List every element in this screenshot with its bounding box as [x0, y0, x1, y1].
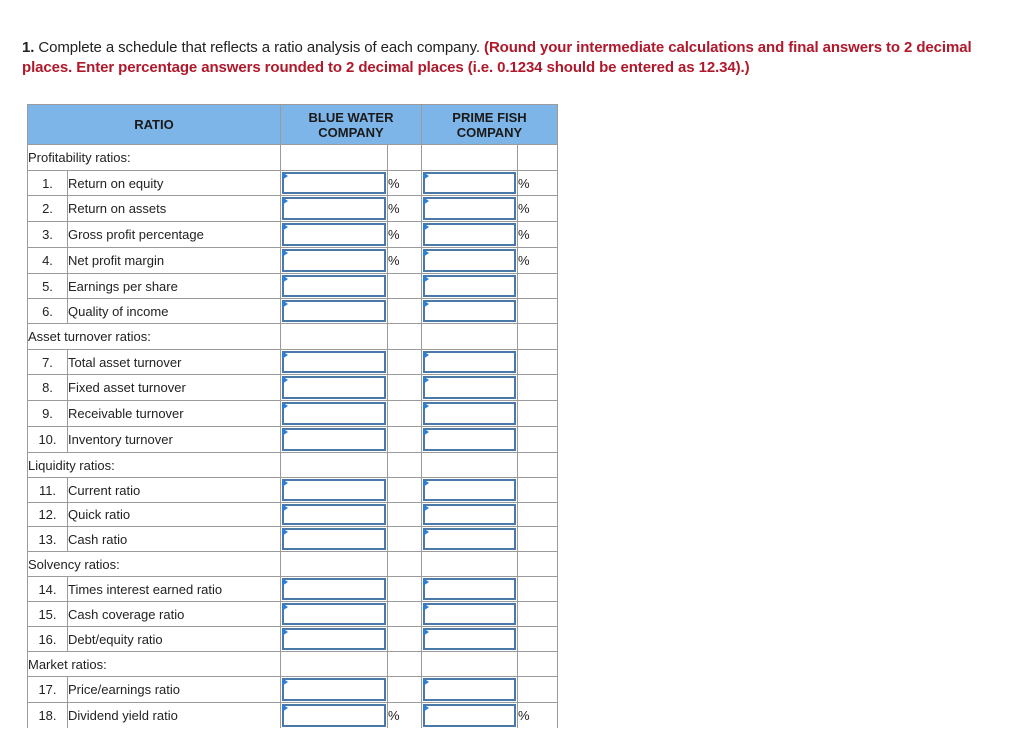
question-number: 1. [22, 39, 35, 56]
percent-unit [388, 401, 422, 427]
percent-unit: % [388, 171, 422, 196]
percent-unit [388, 274, 422, 299]
percent-unit [388, 427, 422, 453]
answer-cell [422, 222, 518, 248]
empty-cell [281, 145, 388, 171]
answer-box [282, 428, 386, 451]
prime-fish-answer-input[interactable] [425, 277, 514, 295]
percent-unit: % [518, 222, 558, 248]
answer-cell [422, 503, 518, 527]
empty-cell [518, 453, 558, 478]
ratio-label: Cash ratio [68, 527, 281, 552]
answer-box [282, 704, 386, 727]
blue-water-answer-input[interactable] [284, 506, 384, 523]
prime-fish-answer-input[interactable] [425, 404, 514, 423]
percent-unit [388, 478, 422, 503]
blue-water-answer-input[interactable] [284, 530, 384, 548]
ratio-label: Price/earnings ratio [68, 677, 281, 703]
answer-cell [281, 274, 388, 299]
answer-cell [281, 299, 388, 324]
answer-box [423, 504, 516, 525]
empty-cell [422, 652, 518, 677]
answer-cell [281, 171, 388, 196]
answer-box [282, 528, 386, 550]
percent-unit [518, 427, 558, 453]
row-number: 13. [28, 527, 68, 552]
blue-water-answer-input[interactable] [284, 174, 384, 192]
answer-box [423, 275, 516, 297]
percent-unit [518, 577, 558, 602]
answer-cell [422, 375, 518, 401]
table-row [28, 527, 558, 552]
prime-fish-answer-input[interactable] [425, 378, 514, 397]
blue-water-answer-input[interactable] [284, 353, 384, 371]
answer-box [282, 402, 386, 425]
percent-unit [388, 577, 422, 602]
section-row [28, 324, 558, 350]
blue-water-answer-input[interactable] [284, 378, 384, 397]
answer-cell [422, 577, 518, 602]
ratio-label: Fixed asset turnover [68, 375, 281, 401]
percent-unit [518, 375, 558, 401]
prime-fish-answer-input[interactable] [425, 580, 514, 598]
empty-cell [422, 552, 518, 577]
percent-unit [388, 350, 422, 375]
prime-fish-answer-input[interactable] [425, 251, 514, 270]
table-row [28, 427, 558, 453]
row-number: 6. [28, 299, 68, 324]
table-row [28, 171, 558, 196]
prime-fish-answer-input[interactable] [425, 225, 514, 244]
answer-cell [422, 677, 518, 703]
section-row [28, 652, 558, 677]
ratio-label: Quick ratio [68, 503, 281, 527]
row-number: 1. [28, 171, 68, 196]
row-number: 16. [28, 627, 68, 652]
table-row [28, 196, 558, 222]
row-number: 11. [28, 478, 68, 503]
answer-box [423, 678, 516, 701]
section-label: Solvency ratios: [28, 552, 281, 577]
table-row [28, 375, 558, 401]
answer-cell [281, 196, 388, 222]
prime-fish-answer-input[interactable] [425, 430, 514, 449]
row-number: 14. [28, 577, 68, 602]
answer-box [423, 249, 516, 272]
answer-box [282, 275, 386, 297]
blue-water-answer-input[interactable] [284, 430, 384, 449]
table-row [28, 248, 558, 274]
answer-cell [422, 427, 518, 453]
section-row [28, 552, 558, 577]
answer-cell [422, 478, 518, 503]
percent-unit [518, 527, 558, 552]
ratio-table-body [28, 145, 558, 728]
answer-box [282, 376, 386, 399]
answer-box [423, 402, 516, 425]
answer-cell [281, 703, 388, 728]
prime-fish-answer-input[interactable] [425, 630, 514, 648]
prime-fish-answer-input[interactable] [425, 302, 514, 320]
row-number: 10. [28, 427, 68, 453]
percent-unit: % [518, 248, 558, 274]
section-label: Profitability ratios: [28, 145, 281, 171]
row-number: 5. [28, 274, 68, 299]
table-row [28, 222, 558, 248]
answer-box [282, 300, 386, 322]
answer-box [423, 197, 516, 220]
answer-box [423, 704, 516, 727]
table-row [28, 299, 558, 324]
answer-cell [281, 627, 388, 652]
prime-fish-answer-input[interactable] [425, 530, 514, 548]
row-number: 3. [28, 222, 68, 248]
header-company-b: PRIME FISH COMPANY [422, 105, 558, 145]
answer-cell [281, 478, 388, 503]
percent-unit [518, 401, 558, 427]
empty-cell [422, 324, 518, 350]
prime-fish-answer-input[interactable] [425, 353, 514, 371]
row-number: 8. [28, 375, 68, 401]
table-row [28, 401, 558, 427]
blue-water-answer-input[interactable] [284, 277, 384, 295]
header-company-a: BLUE WATER COMPANY [281, 105, 422, 145]
row-number: 17. [28, 677, 68, 703]
answer-box [282, 628, 386, 650]
table-row [28, 478, 558, 503]
blue-water-answer-input[interactable] [284, 481, 384, 499]
answer-cell [422, 602, 518, 627]
percent-unit: % [518, 171, 558, 196]
question-instructions [22, 38, 1018, 78]
answer-cell [422, 171, 518, 196]
answer-box [423, 628, 516, 650]
ratio-analysis-table [27, 104, 558, 728]
answer-box [282, 603, 386, 625]
answer-box [282, 172, 386, 194]
answer-box [423, 428, 516, 451]
percent-unit [518, 350, 558, 375]
percent-unit: % [388, 248, 422, 274]
prime-fish-answer-input[interactable] [425, 174, 514, 192]
row-number: 18. [28, 703, 68, 728]
answer-cell [281, 350, 388, 375]
table-row [28, 703, 558, 728]
row-number: 9. [28, 401, 68, 427]
answer-cell [281, 248, 388, 274]
answer-box [423, 376, 516, 399]
ratio-label: Quality of income [68, 299, 281, 324]
ratio-label: Debt/equity ratio [68, 627, 281, 652]
answer-box [282, 249, 386, 272]
percent-unit [518, 274, 558, 299]
answer-cell [422, 527, 518, 552]
percent-unit [518, 503, 558, 527]
answer-box [423, 603, 516, 625]
answer-box [282, 504, 386, 525]
prime-fish-answer-input[interactable] [425, 706, 514, 725]
ratio-label: Net profit margin [68, 248, 281, 274]
answer-cell [281, 677, 388, 703]
blue-water-answer-input[interactable] [284, 680, 384, 699]
answer-box [282, 678, 386, 701]
prime-fish-answer-input[interactable] [425, 199, 514, 218]
section-row [28, 145, 558, 171]
answer-cell [281, 222, 388, 248]
percent-unit [388, 677, 422, 703]
answer-cell [422, 627, 518, 652]
blue-water-answer-input[interactable] [284, 199, 384, 218]
answer-box [282, 197, 386, 220]
blue-water-answer-input[interactable] [284, 580, 384, 598]
table-row [28, 627, 558, 652]
percent-unit [388, 375, 422, 401]
table-row [28, 677, 558, 703]
ratio-label: Total asset turnover [68, 350, 281, 375]
ratio-label: Gross profit percentage [68, 222, 281, 248]
answer-cell [281, 427, 388, 453]
answer-box [423, 223, 516, 246]
empty-cell [281, 453, 388, 478]
answer-box [423, 479, 516, 501]
section-label: Asset turnover ratios: [28, 324, 281, 350]
percent-unit [518, 627, 558, 652]
percent-unit [518, 602, 558, 627]
answer-box [282, 223, 386, 246]
prime-fish-answer-input[interactable] [425, 481, 514, 499]
ratio-label: Return on assets [68, 196, 281, 222]
answer-cell [281, 375, 388, 401]
answer-cell [422, 274, 518, 299]
percent-unit: % [388, 222, 422, 248]
answer-box [423, 351, 516, 373]
row-number: 7. [28, 350, 68, 375]
empty-cell [518, 145, 558, 171]
section-label: Liquidity ratios: [28, 453, 281, 478]
percent-unit [388, 602, 422, 627]
answer-box [282, 479, 386, 501]
blue-water-answer-input[interactable] [284, 404, 384, 423]
row-number: 4. [28, 248, 68, 274]
empty-cell [281, 324, 388, 350]
empty-cell [422, 453, 518, 478]
prime-fish-answer-input[interactable] [425, 605, 514, 623]
ratio-label: Current ratio [68, 478, 281, 503]
ratio-label: Earnings per share [68, 274, 281, 299]
question-text: Complete a schedule that reflects a ratio analysis of each company. [34, 39, 485, 56]
answer-cell [281, 527, 388, 552]
empty-cell [388, 552, 422, 577]
percent-unit: % [518, 196, 558, 222]
percent-unit [518, 677, 558, 703]
prime-fish-answer-input[interactable] [425, 680, 514, 699]
table-header-row [28, 105, 558, 145]
blue-water-answer-input[interactable] [284, 630, 384, 648]
percent-unit: % [518, 703, 558, 728]
answer-box [423, 300, 516, 322]
section-row [28, 453, 558, 478]
answer-cell [281, 602, 388, 627]
answer-cell [422, 196, 518, 222]
ratio-label: Dividend yield ratio [68, 703, 281, 728]
answer-cell [281, 401, 388, 427]
answer-box [282, 351, 386, 373]
answer-cell [422, 350, 518, 375]
section-label: Market ratios: [28, 652, 281, 677]
percent-unit [518, 478, 558, 503]
blue-water-answer-input[interactable] [284, 706, 384, 725]
ratio-label: Receivable turnover [68, 401, 281, 427]
answer-box [423, 172, 516, 194]
row-number: 2. [28, 196, 68, 222]
answer-cell [281, 577, 388, 602]
row-number: 15. [28, 602, 68, 627]
empty-cell [388, 145, 422, 171]
answer-box [423, 528, 516, 550]
table-row [28, 503, 558, 527]
percent-unit [388, 527, 422, 552]
answer-box [282, 578, 386, 600]
answer-cell [422, 299, 518, 324]
answer-cell [422, 703, 518, 728]
empty-cell [518, 324, 558, 350]
ratio-label: Inventory turnover [68, 427, 281, 453]
header-ratio: RATIO [28, 105, 281, 145]
percent-unit [388, 503, 422, 527]
empty-cell [518, 552, 558, 577]
percent-unit: % [388, 703, 422, 728]
empty-cell [388, 453, 422, 478]
ratio-label: Return on equity [68, 171, 281, 196]
ratio-label: Cash coverage ratio [68, 602, 281, 627]
empty-cell [388, 652, 422, 677]
prime-fish-answer-input[interactable] [425, 506, 514, 523]
rounding-note: (Round your intermediate calculations and final answers to 2 decimal places. Enter percentage answers rounded to 2 decimal places (i.e. 0.1234 should be entered as 12.34).) [22, 39, 972, 76]
percent-unit [388, 299, 422, 324]
empty-cell [281, 652, 388, 677]
table-row [28, 350, 558, 375]
row-number: 12. [28, 503, 68, 527]
table-row [28, 602, 558, 627]
answer-cell [281, 503, 388, 527]
empty-cell [518, 652, 558, 677]
percent-unit [518, 299, 558, 324]
blue-water-answer-input[interactable] [284, 605, 384, 623]
empty-cell [388, 324, 422, 350]
empty-cell [422, 145, 518, 171]
percent-unit: % [388, 196, 422, 222]
table-row [28, 274, 558, 299]
blue-water-answer-input[interactable] [284, 225, 384, 244]
percent-unit [388, 627, 422, 652]
answer-cell [422, 248, 518, 274]
answer-cell [422, 401, 518, 427]
table-row [28, 577, 558, 602]
blue-water-answer-input[interactable] [284, 302, 384, 320]
ratio-label: Times interest earned ratio [68, 577, 281, 602]
blue-water-answer-input[interactable] [284, 251, 384, 270]
answer-box [423, 578, 516, 600]
empty-cell [281, 552, 388, 577]
